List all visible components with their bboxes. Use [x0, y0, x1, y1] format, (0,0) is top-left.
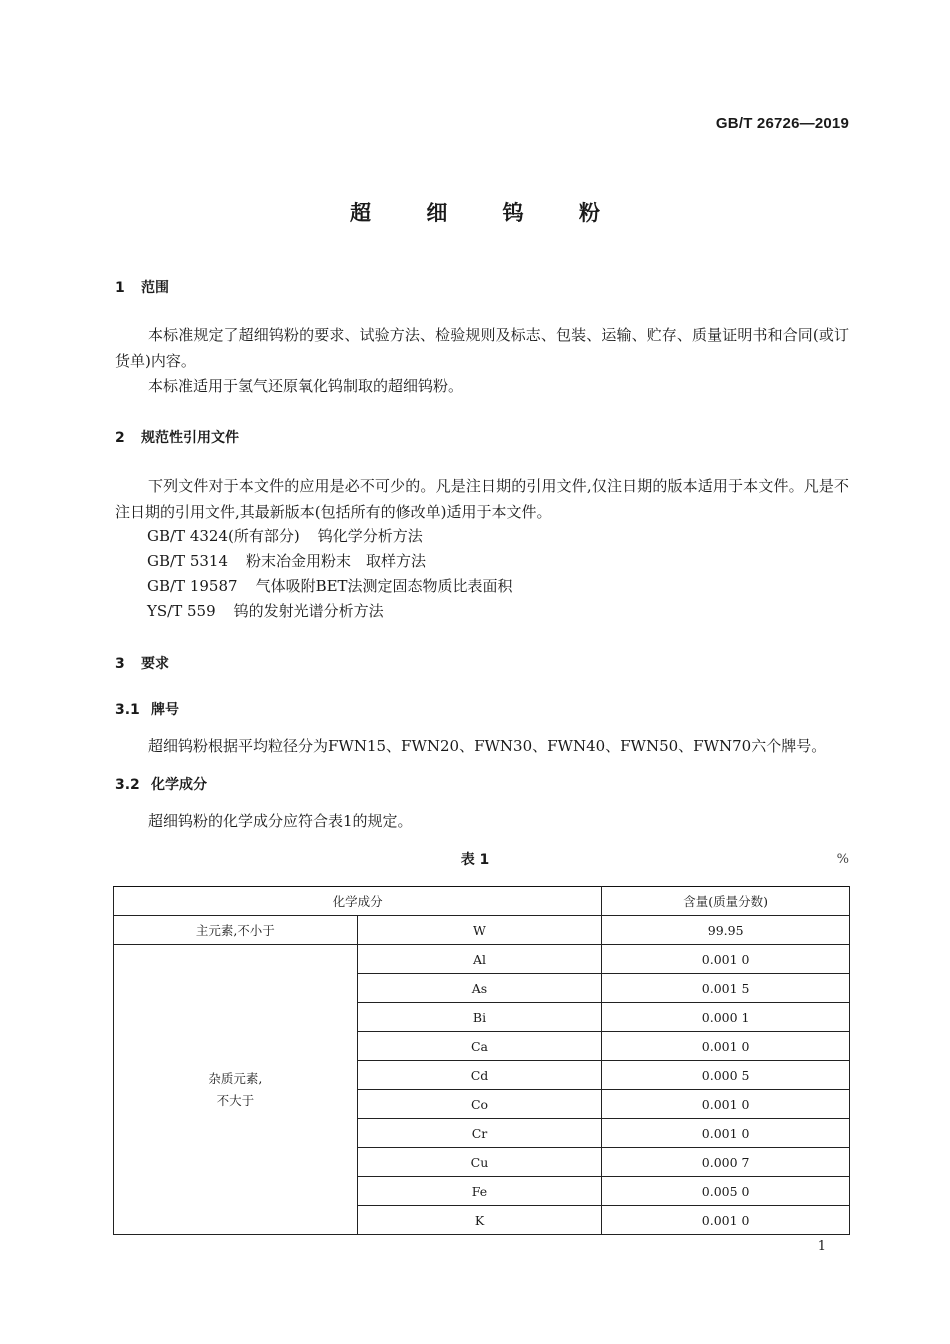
reference-code: GB/T 5314 [147, 552, 229, 570]
value-cell: 0.005 0 [602, 1177, 850, 1206]
reference-code: GB/T 4324(所有部分) [147, 527, 300, 545]
value-cell: 0.001 5 [602, 974, 850, 1003]
impurity-label-line-1: 杂质元素, [208, 1070, 263, 1086]
value-cell: 99.95 [602, 916, 850, 945]
table-unit: % [836, 852, 849, 867]
section-2-paragraph-1: 下列文件对于本文件的应用是必不可少的。凡是注日期的引用文件,仅注日期的版本适用于本文件。凡是不注日期的引用文件,其最新版本(包括所有的修改单)适用于本文件。 [115, 477, 849, 521]
value-cell: 0.001 0 [602, 1090, 850, 1119]
element-cell: As [357, 974, 602, 1003]
impurity-label [114, 945, 358, 1235]
reference-title: 气体吸附BET法测定固态物质比表面积 [255, 577, 513, 595]
table-caption: 表 1 [460, 852, 490, 868]
section-number: 3.2 [115, 777, 140, 793]
table-row [114, 945, 850, 974]
section-title: 范围 [141, 280, 169, 296]
section-3-heading [115, 653, 169, 673]
section-title: 牌号 [151, 702, 179, 718]
section-3-2-paragraph: 超细钨粉的化学成分应符合表1的规定。 [148, 812, 413, 830]
section-3-1-heading [115, 699, 179, 719]
section-number: 2 [115, 430, 125, 446]
value-cell: 0.000 7 [602, 1148, 850, 1177]
value-cell: 0.001 0 [602, 945, 850, 974]
table-row [114, 916, 850, 945]
element-cell: Co [357, 1090, 602, 1119]
reference-item [147, 550, 426, 571]
element-cell: W [357, 916, 602, 945]
section-title: 要求 [141, 656, 169, 672]
element-cell: Fe [357, 1177, 602, 1206]
section-3-1-paragraph: 超细钨粉根据平均粒径分为FWN15、FWN20、FWN30、FWN40、FWN50、FWN70六个牌号。 [148, 737, 827, 755]
main-element-label: 主元素,不小于 [114, 916, 358, 945]
reference-item [147, 575, 513, 596]
element-cell: Cu [357, 1148, 602, 1177]
table-header-row [114, 887, 850, 916]
standard-number: GB/T 26726—2019 [715, 115, 849, 132]
reference-item [147, 600, 384, 621]
value-cell: 0.001 0 [602, 1206, 850, 1235]
impurity-label-line-2: 不大于 [216, 1092, 255, 1108]
reference-item [147, 525, 423, 546]
header-composition: 化学成分 [114, 887, 602, 916]
header-content: 含量(质量分数) [602, 887, 850, 916]
section-3-2-heading [115, 774, 207, 794]
section-title: 规范性引用文件 [141, 430, 239, 446]
section-1-heading [115, 277, 169, 297]
element-cell: Bi [357, 1003, 602, 1032]
element-cell: Cr [357, 1119, 602, 1148]
section-title: 化学成分 [151, 777, 207, 793]
page-number: 1 [817, 1239, 826, 1254]
document-title: 超 细 钨 粉 [350, 201, 624, 225]
chemical-composition-table [113, 886, 850, 1235]
section-number: 3.1 [115, 702, 140, 718]
section-number: 3 [115, 656, 125, 672]
element-cell: Cd [357, 1061, 602, 1090]
value-cell: 0.000 1 [602, 1003, 850, 1032]
reference-code: YS/T 559 [147, 602, 216, 620]
section-number: 1 [115, 280, 125, 296]
section-1-paragraph-1: 本标准规定了超细钨粉的要求、试验方法、检验规则及标志、包装、运输、贮存、质量证明书和合同(或订货单)内容。 [115, 326, 849, 370]
value-cell: 0.001 0 [602, 1119, 850, 1148]
element-cell: K [357, 1206, 602, 1235]
reference-code: GB/T 19587 [147, 577, 238, 595]
value-cell: 0.001 0 [602, 1032, 850, 1061]
section-1-paragraph-2: 本标准适用于氢气还原氧化钨制取的超细钨粉。 [148, 377, 464, 395]
element-cell: Al [357, 945, 602, 974]
element-cell: Ca [357, 1032, 602, 1061]
reference-title: 粉末冶金用粉末 取样方法 [246, 552, 427, 570]
reference-title: 钨的发射光谱分析方法 [233, 602, 384, 620]
section-2-heading [115, 427, 239, 447]
value-cell: 0.000 5 [602, 1061, 850, 1090]
reference-title: 钨化学分析方法 [317, 527, 423, 545]
